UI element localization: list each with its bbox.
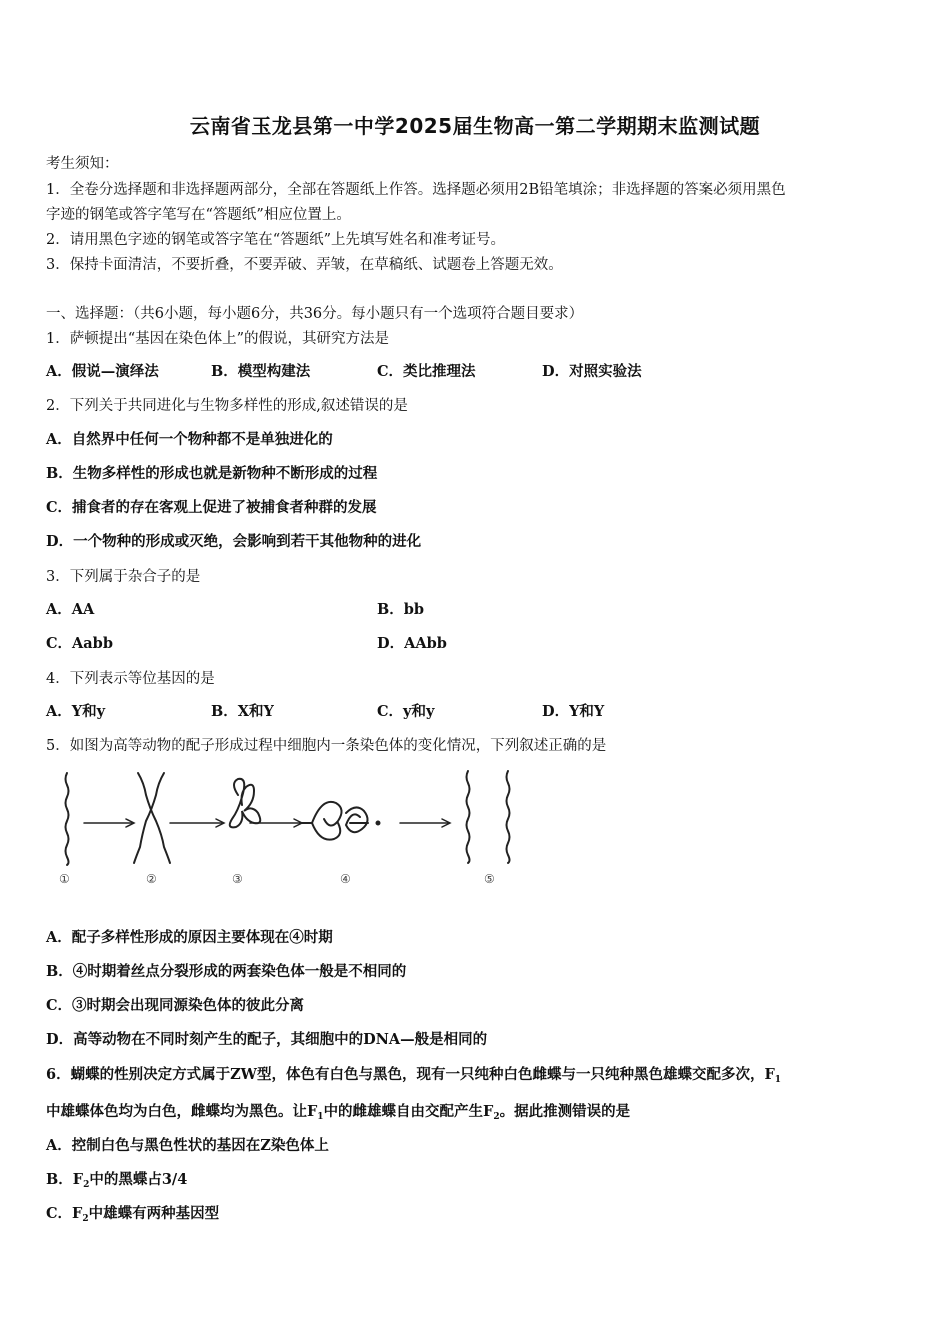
option-b: B．X和Y bbox=[211, 703, 274, 720]
option-c: C．$F_2$中雄蝶有两种基因型 bbox=[46, 1205, 220, 1224]
notice-item: 1．全卷分选择题和非选择题两部分，全部在答题纸上作答。选择题必须用2B铅笔填涂；非选择题的答案必须用黑色 bbox=[46, 182, 786, 198]
option-a: A．Y和y bbox=[46, 703, 106, 720]
chromosome-stage-3 bbox=[230, 779, 261, 828]
option-d: D．一个物种的形成或灭绝，会影响到若干其他物种的进化 bbox=[46, 533, 422, 550]
option-a: A．假说—演绎法 bbox=[46, 363, 159, 380]
option-a: A．AA bbox=[46, 601, 95, 618]
option-c: C．类比推理法 bbox=[377, 363, 476, 380]
question-stem: 1．萨顿提出“基因在染色体上”的假说，其研究方法是 bbox=[46, 331, 390, 347]
option-c: C．③时期会出现同源染色体的彼此分离 bbox=[46, 997, 305, 1014]
figure-label: ① bbox=[59, 872, 70, 886]
option-c: C．y和y bbox=[377, 703, 435, 720]
notice-heading: 考生须知： bbox=[46, 156, 119, 172]
notice-item: 3．保持卡面清洁，不要折叠，不要弄破、弄皱，在草稿纸、试题卷上答题无效。 bbox=[46, 257, 563, 273]
page-title: 云南省玉龙县第一中学2025届生物高一第二学期期末监测试题 bbox=[189, 114, 761, 138]
option-b: B．bb bbox=[377, 601, 425, 618]
option-d: D．对照实验法 bbox=[542, 363, 642, 380]
question-stem: 3．下列属于杂合子的是 bbox=[46, 569, 201, 585]
question-stem-continued: 中雄蝶体色均为白色，雌蝶均为黑色。让$F_1$中的雌雄蝶自由交配产生$F_2$。据此推测错误的是 bbox=[46, 1103, 631, 1122]
figure-label: ③ bbox=[232, 872, 243, 886]
option-a: A．自然界中任何一个物种都不是单独进化的 bbox=[46, 431, 333, 448]
section-heading: 一、选择题：（共6小题，每小题6分，共36分。每小题只有一个选项符合题目要求） bbox=[46, 306, 584, 322]
notice-item: 字迹的钢笔或答字笔写在“答题纸”相应位置上。 bbox=[46, 207, 351, 223]
question-stem: 5．如图为高等动物的配子形成过程中细胞内一条染色体的变化情况，下列叙述正确的是 bbox=[46, 738, 607, 754]
option-b: B．④时期着丝点分裂形成的两套染色体一般是不相同的 bbox=[46, 963, 407, 980]
option-c: C．捕食者的存在客观上促进了被捕食者种群的发展 bbox=[46, 499, 377, 516]
option-d: D．高等动物在不同时刻产生的配子，其细胞中的DNA—般是相同的 bbox=[46, 1031, 488, 1048]
chromosome-stage-4 bbox=[312, 802, 342, 826]
chromosome-stage-2 bbox=[138, 773, 170, 863]
option-d: D．Y和Y bbox=[542, 703, 605, 720]
question-stem: 4．下列表示等位基因的是 bbox=[46, 671, 215, 687]
notice-item: 2．请用黑色字迹的钢笔或答字笔在“答题纸”上先填写姓名和准考证号。 bbox=[46, 232, 506, 248]
option-b: B．$F_2$中的黑蝶占3/4 bbox=[46, 1171, 188, 1190]
option-c: C．Aabb bbox=[46, 635, 113, 652]
question-stem: 2．下列关于共同进化与生物多样性的形成,叙述错误的是 bbox=[46, 398, 408, 414]
chromosome-stage-5 bbox=[467, 771, 470, 863]
chromosome-diagram bbox=[50, 765, 530, 893]
figure-label: ④ bbox=[340, 872, 351, 886]
figure-label: ⑤ bbox=[484, 872, 495, 886]
option-b: B．生物多样性的形成也就是新物种不断形成的过程 bbox=[46, 465, 378, 482]
option-a: A．配子多样性形成的原因主要体现在④时期 bbox=[46, 929, 333, 946]
option-d: D．AAbb bbox=[377, 635, 447, 652]
option-b: B．模型构建法 bbox=[211, 363, 311, 380]
option-a: A．控制白色与黑色性状的基因在Z染色体上 bbox=[46, 1137, 329, 1154]
chromosome-stage-1 bbox=[66, 773, 69, 865]
figure-label: ② bbox=[146, 872, 157, 886]
question-stem: 6．蝴蝶的性别决定方式属于ZW型，体色有白色与黑色，现有一只纯种白色雌蝶与一只纯种黑色雄蝶交配多次，$F_1$ bbox=[46, 1066, 782, 1085]
